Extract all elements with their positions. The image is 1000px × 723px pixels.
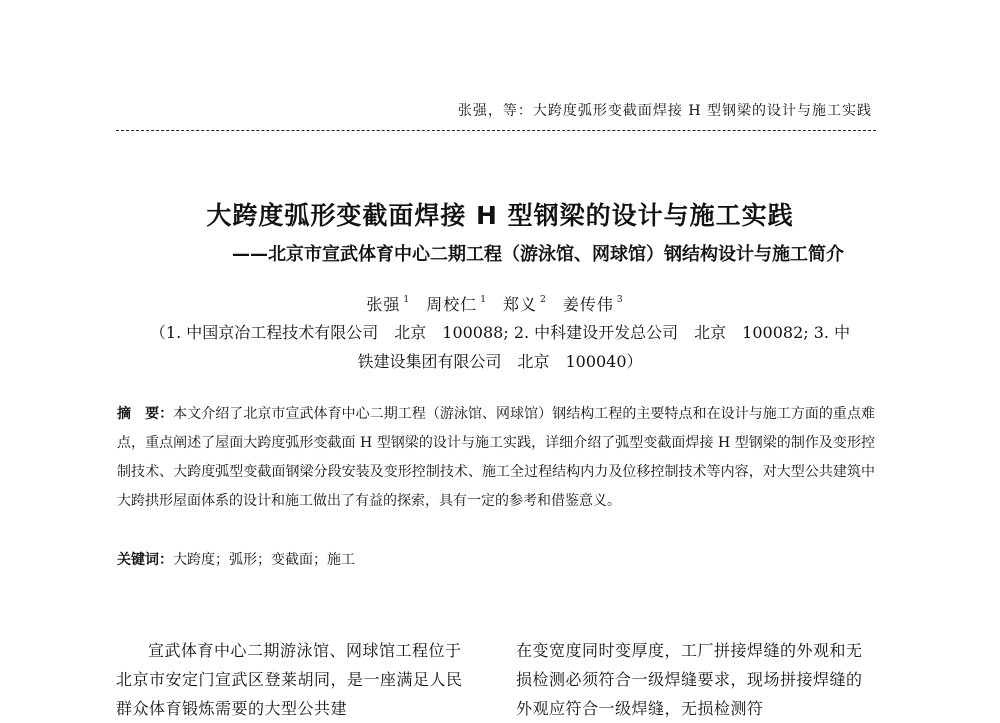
body-column-left: 宣武体育中心二期游泳馆、网球馆工程位于北京市安定门宣武区登莱胡同，是一座满足人民群众体育锻炼需要的大型公共建 — [116, 641, 463, 718]
running-header: 张强，等：大跨度弧形变截面焊接 H 型钢梁的设计与施工实践 — [457, 103, 872, 119]
affiliations-line-1: （1. 中国京冶工程技术有限公司 北京 100088; 2. 中科建设开发总公司 北京 100082; 3. 中 — [149, 323, 851, 342]
affiliations-line-2: 铁建设集团有限公司 北京 100040） — [357, 352, 643, 371]
author-name: 张强 — [366, 295, 401, 314]
affiliation-mark: 1 — [480, 295, 487, 305]
affiliation-mark: 2 — [540, 295, 547, 305]
abstract-label: 摘 要： — [117, 406, 174, 422]
keywords-label: 关键词： — [117, 552, 173, 568]
keywords — [117, 549, 355, 569]
affiliation-mark: 1 — [403, 295, 411, 305]
body-column-right: 在变宽度同时变厚度，工厂拼接焊缝的外观和无损检测必须符合一级焊缝要求，现场拼接焊缝的外观应符合一级焊缝，无损检测符 — [516, 641, 863, 718]
author-name: 姜传伟 — [562, 295, 614, 314]
paper-subtitle: ——北京市宣武体育中心二期工程（游泳馆、网球馆）钢结构设计与施工简介 — [232, 244, 844, 265]
author-name: 周校仁 — [426, 295, 478, 314]
abstract-text: 本文介绍了北京市宣武体育中心二期工程（游泳馆、网球馆）钢结构工程的主要特点和在设计与施工方面的重点难点，重点阐述了屋面大跨度弧形变截面 H 型钢梁的设计与施工实践，详细介绍了弧型变截面焊接 H 型钢梁的制作及变形控制技术、大跨度弧型变截面钢梁分段安装及变形控制技术、施工全过程结构内力及位移控制技术等内容，对大型公共建筑中大跨拱形屋面体系的设计和施工做出了有益的探索，具有一定的参考和借鉴意义。 — [117, 406, 876, 509]
abstract — [117, 400, 875, 516]
keywords-text: 大跨度；弧形；变截面；施工 — [173, 552, 355, 568]
author-name: 郑义 — [503, 295, 538, 314]
author-list — [0, 292, 1000, 315]
paper-title: 大跨度弧形变截面焊接 H 型钢梁的设计与施工实践 — [206, 201, 794, 230]
affiliation-mark: 3 — [616, 295, 624, 305]
header-rule — [116, 130, 876, 131]
